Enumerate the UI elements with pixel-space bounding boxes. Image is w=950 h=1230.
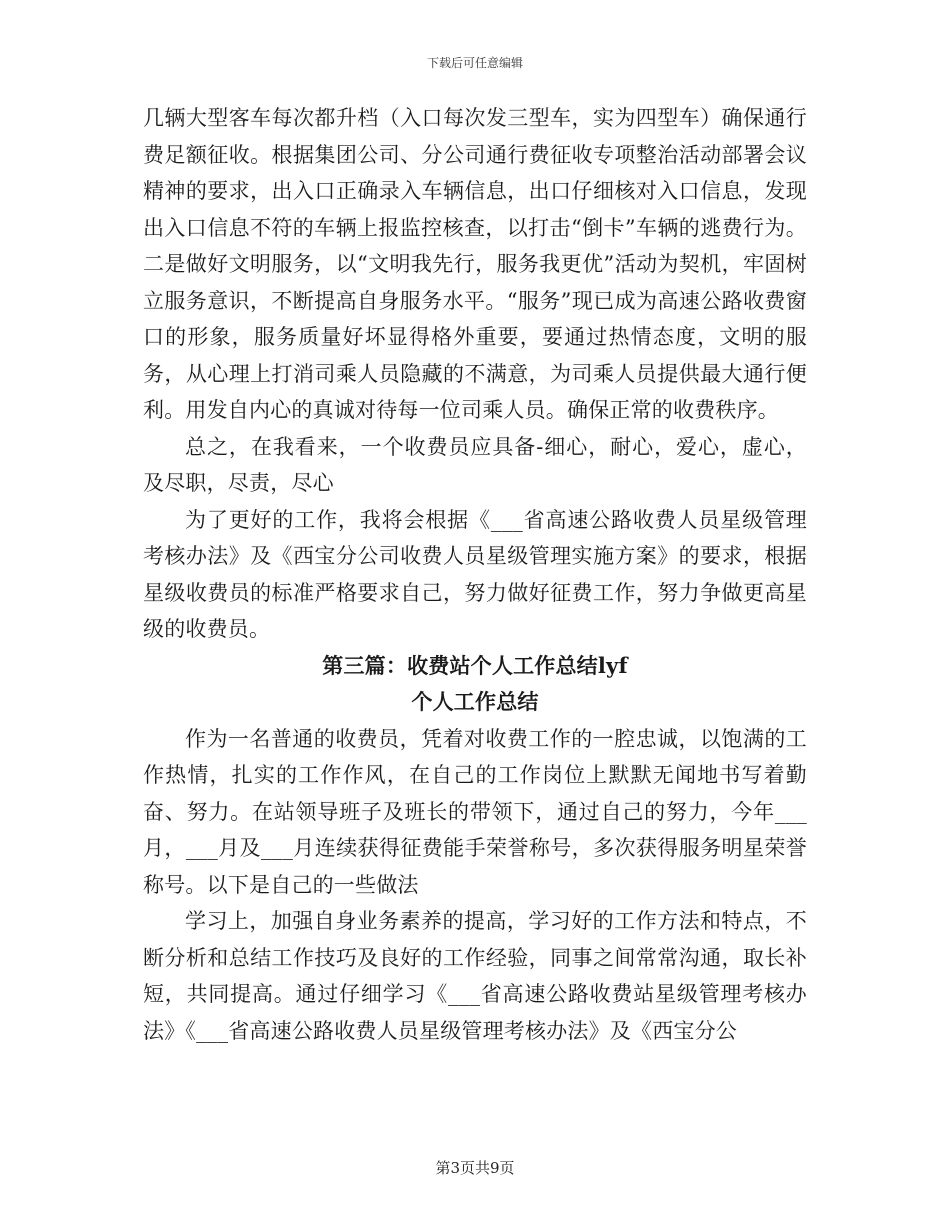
paragraph-summary: 总之，在我看来，一个收费员应具备-细心，耐心，爱心，虚心，及尽职，尽责，尽心	[143, 434, 807, 495]
paragraph-service: 几辆大型客车每次都升档（入口每次发三型车，实为四型车）确保通行费足额征收。根据集团公司、分公司通行费征收专项整治活动部署会议精神的要求，出入口正确录入车辆信息，出口仔细核对入口信息，发现出入口信息不符的车辆上报监控核查，以打击“倒卡”车辆的逃费行为。二是做好文明服务，以“文明我先行，服务我更优”活动为契机，牢固树立服务意识，不断提高自身服务水平。“服务”现已成为高速公路收费窗口的形象，服务质量好坏显得格外重要，要通过热情态度，文明的服务，从心理上打消司乘人员隐藏的不满意，为司乘人员提供最大通行便利。用发自内心的真诚对待每一位司乘人员。确保正常的收费秩序。	[143, 106, 807, 422]
section-subtitle: 个人工作总结	[411, 689, 539, 714]
paragraph-plan: 为了更好的工作，我将会根据《___省高速公路收费人员星级管理考核办法》及《西宝分公司收费人员星级管理实施方案》的要求，根据星级收费员的标准严格要求自己，努力做好征费工作，努力争做更高星级的收费员。	[143, 507, 807, 641]
document-body	[143, 100, 807, 1049]
paragraph-intro: 作为一名普通的收费员，凭着对收费工作的一腔忠诚，以饱满的工作热情，扎实的工作作风，在自己的工作岗位上默默无闻地书写着勤奋、努力。在站领导班子及班长的带领下，通过自己的努力，今年___月，___月及___月连续获得征费能手荣誉称号，多次获得服务明星荣誉称号。以下是自己的一些做法	[143, 726, 807, 897]
page-number: 第3页共9页	[435, 1159, 515, 1177]
header-note: 下载后可任意编辑	[426, 56, 523, 70]
section-title: 第三篇：收费站个人工作总结lyf	[322, 652, 628, 678]
paragraph-study: 学习上，加强自身业务素养的提高，学习好的工作方法和特点，不断分析和总结工作技巧及良好的工作经验，同事之间常常沟通，取长补短，共同提高。通过仔细学习《___省高速公路收费站星级管理考核办法》《___省高速公路收费人员星级管理考核办法》及《西宝分公	[143, 909, 807, 1043]
